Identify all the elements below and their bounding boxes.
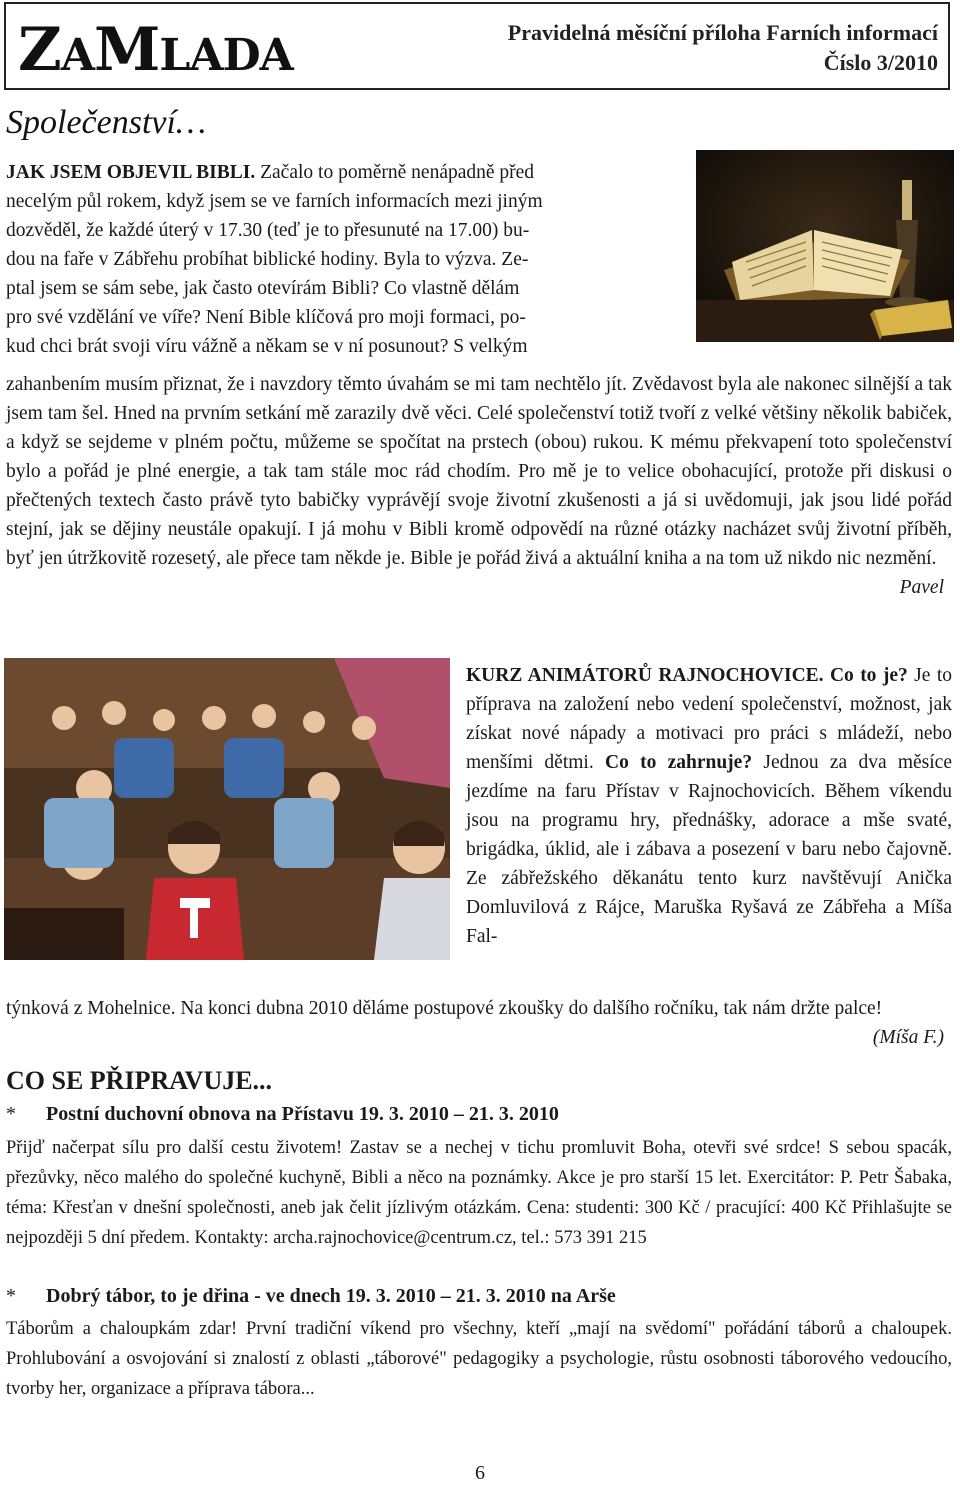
article-bible-intro: JAK JSEM OBJEVIL BIBLI. Začalo to poměrně nenápadně před necelým půl rokem, když jsem se ve farních informacích mezi jiným dozvěděl, že každé úterý v 17.30 (teď je to přesunuté na 17.00) bu- dou na faře v Zábřehu probíhat biblické hodiny. Byla to výzva. Ze- ptal jsem se sám sebe, jak často otevírám Bibli? Co vlastně dělám pro své vzdělání ve víře? Není Bible klíčová pro moji formaci, po- kud chci brát svoji víru vážně a někam se v ní posunout? S velkým: [6, 162, 543, 357]
supplement-subtitle: Pravidelná měsíční příloha Farních informací: [507, 20, 938, 45]
section-title: Společenství…: [6, 104, 207, 141]
article-bible-heading: JAK JSEM OBJEVIL BIBLI.: [6, 162, 256, 183]
masthead: [4, 2, 950, 90]
masthead-info: [508, 18, 938, 78]
article-animators-body: KURZ ANIMÁTORŮ RAJNOCHOVICE. Co to je? Je to příprava na založení nebo vedení společenství, možnost, jak získat nové nápady a motivaci pro práci s mládeží, nebo menšími dětmi. Co to zahrnuje? Jednou za dva měsíce jezdíme na faru Přístav v Rajnochovicích. Během víkendu jsou na programu hry, přednášky, adorace a mše svaté, brigádka, úklid, ale i zábava a posezení v baru nebo čajovně. Ze zábřežského děkanátu tento kurz navštěvují Anička Domluvilová z Rájce, Maruška Ryšavá ze Zábřeha a Míša Fal-: [466, 665, 952, 947]
upcoming-heading: CO SE PŘIPRAVUJE...: [6, 1066, 273, 1095]
zamlada-logo: ZAMLADA: [18, 15, 293, 85]
article-bible-body: zahanbením musím přiznat, že i navzdory těmto úvahám se mi tam nechtělo jít. Zvědavost byla ale nakonec silnější a tak jsem tam šel. Hned na prvním setkání mě zarazily dvě věci. Celé společenství totiž tvoří z velké většiny několik babiček, a když se sejdeme v plném počtu, můžeme se spočítat na prstech (obou) rukou. K mému překvapení toto společenství bylo a pořád je plné energie, a tak tam stále moc rád chodím. Pro mě je to velice obohacující, protože při diskusi o přečtených textech často právě tyto babičky vyprávějí svoje životní zkušenosti a já si uvědomuji, jak jsou lidé pořád stejní, jak se dějiny neustále opakují. I já mohu v Bibli kromě odpovědí na různé otázky nacházet svůj životní příběh, byť jen útržkovitě rozesetý, ale přece tam někde je. Bible je pořád živá a aktuální kniha a na tom už nikdo nic nezmění. Pavel: [6, 370, 952, 602]
group-photo-image: [4, 658, 450, 960]
author-signature-misa: (Míša F.): [872, 1027, 944, 1048]
article-animators-heading: KURZ ANIMÁTORŮ RAJNOCHOVICE. Co to je?: [466, 665, 908, 686]
event-2-title: * Dobrý tábor, to je dřina - ve dnech 19. 3. 2010 – 21. 3. 2010 na Arše: [6, 1285, 616, 1307]
issue-number: Číslo 3/2010: [823, 50, 938, 75]
author-signature-pavel: Pavel: [899, 577, 944, 598]
event-1-title: * Postní duchovní obnova na Přístavu 19. 3. 2010 – 21. 3. 2010: [6, 1103, 559, 1125]
page-number: 6: [475, 1462, 485, 1484]
bible-painting-image: [696, 150, 954, 342]
event-2-description: Táborům a chaloupkám zdar! První tradiční víkend pro všechny, kteří „mají na svědomí" pořádání táborů a chaloupek. Prohlubování a osvojování si znalostí z oblasti „táborové" pedagogiky a psychologie, růstu osobnosti táborového vedoucího, tvorby her, organizace a příprava tábora...: [6, 1319, 952, 1399]
article-animators-tail: týnková z Mohelnice. Na konci dubna 2010 děláme postupové zkoušky do dalšího ročníku, tak nám držte palce! (Míša F.): [6, 994, 952, 1052]
article-animators-question: Co to zahrnuje?: [604, 752, 753, 773]
event-1-description: Přijď načerpat sílu pro další cestu životem! Zastav se a nechej v tichu promluvit Boha, otevři své srdce! S sebou spacák, přezůvky, něco malého do společné kuchyně, Bibli a něco na poznámky. Akce je pro starší 15 let. Exercitátor: P. Petr Šabaka, téma: Křesťan v dnešní společnosti, aneb jak čelit jízlivým otázkám. Cena: studenti: 300 Kč / pracující: 400 Kč Přihlašujte se nejpozději 5 dní předem. Kontakty: archa.rajnochovice@centrum.cz, tel.: 573 391 215: [6, 1138, 952, 1248]
